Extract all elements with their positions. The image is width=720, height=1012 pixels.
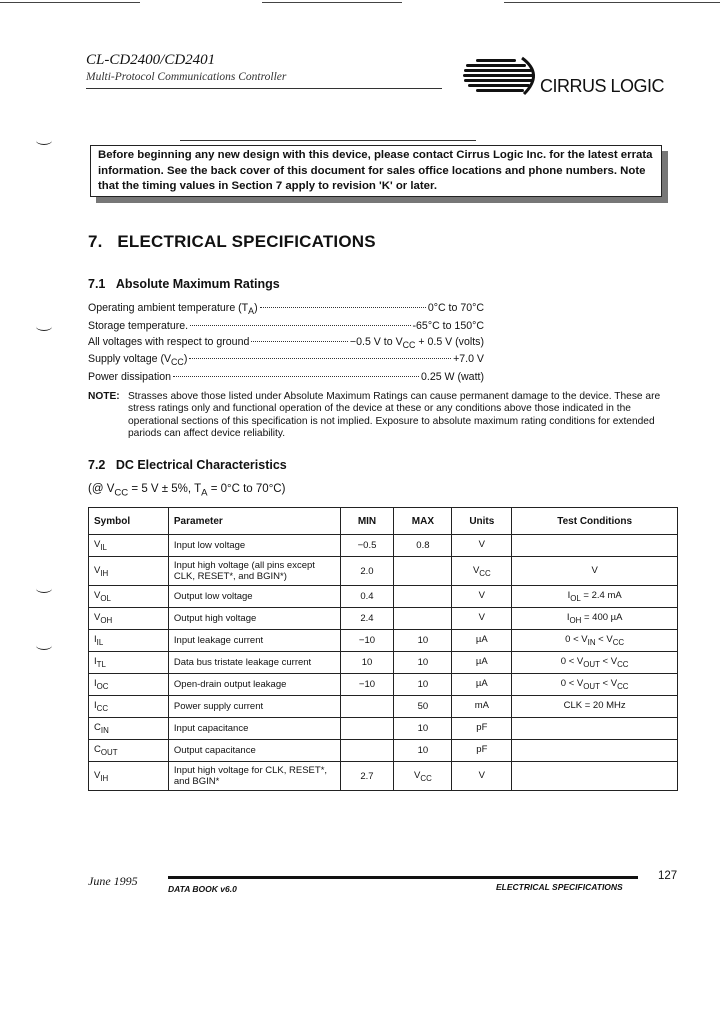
cell-test-conditions xyxy=(512,740,678,762)
cirrus-logic-logo xyxy=(462,52,677,100)
margin-mark xyxy=(36,136,52,145)
subsection-number: 7.1 xyxy=(88,277,106,291)
table-row xyxy=(89,557,678,586)
cell-units: $V_{CC}$ xyxy=(452,557,512,586)
cell-min xyxy=(340,740,394,762)
cell-max: $V_{CC}$ xyxy=(394,762,452,791)
document-subtitle: Multi-Protocol Communications Controller xyxy=(86,71,287,83)
rating-value: +7.0 V xyxy=(453,353,484,365)
cell-min: 10 xyxy=(340,652,394,674)
rating-row: Supply voltage $(V_{CC})$ +7.0 V xyxy=(88,353,484,368)
dc-characteristics-table xyxy=(88,507,678,791)
cell-max: 50 xyxy=(394,696,452,718)
cell-parameter: Output high voltage xyxy=(168,608,340,630)
rating-row: Operating ambient temperature $(T_A)$ 0°C to 70°C xyxy=(88,302,484,317)
cell-parameter: Open-drain output leakage xyxy=(168,674,340,696)
cell-units: µA xyxy=(452,674,512,696)
table-row xyxy=(89,740,678,762)
cell-parameter: Data bus tristate leakage current xyxy=(168,652,340,674)
rating-value: -65°C to 150°C xyxy=(412,320,484,332)
table-row xyxy=(89,652,678,674)
header-parameter: Parameter xyxy=(168,508,340,535)
cell-units: µA xyxy=(452,652,512,674)
leader-dots xyxy=(260,307,426,308)
subsection-number: 7.2 xyxy=(88,458,106,472)
page-number: 127 xyxy=(658,870,678,882)
header-rule xyxy=(86,88,442,89)
table-row xyxy=(89,696,678,718)
cell-symbol: $I_{TL}$ xyxy=(89,652,169,674)
header-max: MAX xyxy=(394,508,452,535)
margin-mark xyxy=(36,584,52,593)
rating-row xyxy=(88,336,484,350)
cell-units: µA xyxy=(452,630,512,652)
cell-test-conditions xyxy=(512,718,678,740)
header-min: MIN xyxy=(340,508,394,535)
cell-parameter: Input high voltage (all pins except CLK, RESET*, and BGIN*) xyxy=(168,557,340,586)
cell-symbol: $V_{OL}$ xyxy=(89,586,169,608)
cell-max: 10 xyxy=(394,718,452,740)
cell-max xyxy=(394,608,452,630)
cell-units: V xyxy=(452,608,512,630)
footer-rule xyxy=(168,876,638,879)
cell-test-conditions: $I_{OH} = 400$ µA xyxy=(512,608,678,630)
table-row xyxy=(89,608,678,630)
cell-parameter: Output low voltage xyxy=(168,586,340,608)
cell-test-conditions: CLK = 20 MHz xyxy=(512,696,678,718)
cell-units: pF xyxy=(452,740,512,762)
rating-value: −0.5 V to $V_{CC} + 0.5$ V (volts) xyxy=(349,336,484,351)
cell-max: 10 xyxy=(394,674,452,696)
stress-note xyxy=(88,391,680,441)
cell-max: 0.8 xyxy=(394,535,452,557)
document-title: CL-CD2400/CD2401 xyxy=(86,52,216,68)
cell-symbol: $C_{IN}$ xyxy=(89,718,169,740)
table-header-row xyxy=(89,508,678,535)
rating-label: Power dissipation xyxy=(88,371,172,383)
cell-symbol: $V_{OH}$ xyxy=(89,608,169,630)
footer-section: ELECTRICAL SPECIFICATIONS xyxy=(496,882,623,892)
rating-label: Supply voltage (V xyxy=(88,353,172,365)
cell-min: −10 xyxy=(340,674,394,696)
leader-dots xyxy=(251,341,348,342)
cell-test-conditions xyxy=(512,535,678,557)
cell-max xyxy=(394,557,452,586)
rating-row xyxy=(88,320,484,332)
cell-units: V xyxy=(452,535,512,557)
cell-test-conditions: $0 < V_{OUT} < V_{CC}$ xyxy=(512,652,678,674)
table-row xyxy=(89,535,678,557)
cell-parameter: Input leakage current xyxy=(168,630,340,652)
cell-max: 10 xyxy=(394,652,452,674)
note-label: NOTE: xyxy=(88,391,120,402)
cell-min: 2.0 xyxy=(340,557,394,586)
cell-units: mA xyxy=(452,696,512,718)
cell-max xyxy=(394,586,452,608)
subsection-heading-abs-max xyxy=(88,277,280,291)
cell-parameter: Input capacitance xyxy=(168,718,340,740)
cell-min xyxy=(340,696,394,718)
cell-min: −0.5 xyxy=(340,535,394,557)
table-row xyxy=(89,718,678,740)
cell-test-conditions xyxy=(512,762,678,791)
cell-symbol: $I_{IL}$ xyxy=(89,630,169,652)
table-row xyxy=(89,762,678,791)
cell-test-conditions: $I_{OL} = 2.4$ mA xyxy=(512,586,678,608)
rating-label: Storage temperature. xyxy=(88,320,189,332)
logo-text: CIRRUS LOGIC xyxy=(540,76,665,96)
subsection-heading-dc xyxy=(88,458,287,472)
cell-test-conditions: $0 < V_{IN} < V_{CC}$ xyxy=(512,630,678,652)
section-heading xyxy=(88,232,376,252)
cell-symbol: $V_{IH}$ xyxy=(89,557,169,586)
section-number: 7. xyxy=(88,232,103,251)
header-symbol: Symbol xyxy=(89,508,169,535)
cell-units: V xyxy=(452,586,512,608)
cell-symbol: $I_{OC}$ xyxy=(89,674,169,696)
scan-line xyxy=(0,2,140,3)
table-row xyxy=(89,630,678,652)
footer-book: DATA BOOK v6.0 xyxy=(168,884,237,894)
header-test-conditions: Test Conditions xyxy=(512,508,678,535)
cell-max: 10 xyxy=(394,740,452,762)
cell-test-conditions: $0 < V_{OUT} < V_{CC}$ xyxy=(512,674,678,696)
notice-rule xyxy=(180,140,476,141)
rating-value: 0.25 W (watt) xyxy=(421,371,484,383)
cell-parameter: Output capacitance xyxy=(168,740,340,762)
cell-symbol: $I_{CC}$ xyxy=(89,696,169,718)
cell-min xyxy=(340,718,394,740)
table-row xyxy=(89,674,678,696)
cell-parameter: Power supply current xyxy=(168,696,340,718)
header-units: Units xyxy=(452,508,512,535)
rating-value: 0°C to 70°C xyxy=(427,302,484,314)
footer-date: June 1995 xyxy=(88,874,138,888)
scan-line xyxy=(504,2,720,3)
leader-dots xyxy=(190,325,410,326)
rating-row xyxy=(88,371,484,383)
rating-label: All voltages with respect to ground xyxy=(88,336,250,348)
dc-conditions: (@ $V_{CC} = 5$ V ± 5%, $T_A = 0^\circ C$ to 70°C) xyxy=(88,483,286,499)
cell-min: 0.4 xyxy=(340,586,394,608)
cell-parameter: Input low voltage xyxy=(168,535,340,557)
table-row xyxy=(89,586,678,608)
subsection-title: Absolute Maximum Ratings xyxy=(115,277,280,291)
cell-units: V xyxy=(452,762,512,791)
subsection-title: DC Electrical Characteristics xyxy=(115,458,287,472)
cell-min: 2.7 xyxy=(340,762,394,791)
leader-dots xyxy=(173,376,419,377)
margin-mark xyxy=(36,641,52,650)
leader-dots xyxy=(189,358,451,359)
margin-mark xyxy=(36,322,52,331)
cell-symbol: $C_{OUT}$ xyxy=(89,740,169,762)
cell-parameter: Input high voltage for CLK, RESET*, and BGIN* xyxy=(168,762,340,791)
rating-label: Operating ambient temperature (T xyxy=(88,302,249,314)
cell-test-conditions: V xyxy=(512,557,678,586)
scan-line xyxy=(262,2,402,3)
cell-symbol: $V_{IH}$ xyxy=(89,762,169,791)
cell-symbol: $V_{IL}$ xyxy=(89,535,169,557)
cell-units: pF xyxy=(452,718,512,740)
cell-min: 2.4 xyxy=(340,608,394,630)
section-title: ELECTRICAL SPECIFICATIONS xyxy=(117,232,376,251)
errata-notice: Before beginning any new design with this device, please contact Cirrus Logic Inc. for the latest errata information. See the back cover of this document for sales office locations and phone numbers. Note that the timing values in Section 7 apply to revision 'K' or later. xyxy=(90,145,662,197)
note-text: Strasses above those listed under Absolute Maximum Ratings can cause permanent damage to the device. These are stress ratings only and functional operation of the device at these or any conditions above those indicated in the operational sections of this specification is not implied. Exposure to absolute maximum rating conditions for extended pariods can affect device reliability. xyxy=(128,391,661,440)
cell-max: 10 xyxy=(394,630,452,652)
cell-min: −10 xyxy=(340,630,394,652)
